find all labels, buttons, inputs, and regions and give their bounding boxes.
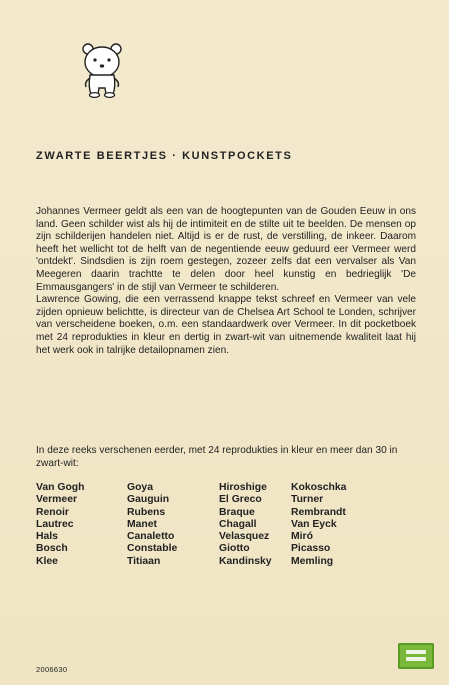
- artist-name: Kokoschka: [291, 482, 347, 493]
- artist-name: Chagall: [219, 518, 257, 530]
- bear-icon: [78, 42, 126, 102]
- price-sticker: [398, 643, 434, 669]
- artist-name: Braque: [219, 506, 255, 518]
- artist-name: Manet: [127, 518, 158, 530]
- artist-list: [36, 482, 381, 568]
- artist-column-1: [36, 482, 127, 568]
- artist-name: Rubens: [127, 506, 166, 518]
- description-paragraph-1: Johannes Vermeer geldt als een van de hoogtepunten van de Gouden Eeuw in ons land. Geen schilder wist als hij de intimiteit en de stilte uit te beelden. De mensen op zijn schilderijen handelen niet. Altijd is er de rust, de verstilling, de inkeer. Daarom heeft het wellicht tot de helft van de negentiende eeuw geduurd eer Vermeer werd 'ontdekt'. Sindsdien is zijn roem gestegen, zozeer zelfs dat een vervalser als Van Meegeren daarin trachtte te delen door heel kunstig en bedrieglijk 'De Emmausgangers' in de stijl van Vermeer te schilderen.: [36, 206, 416, 293]
- artist-name: Goya: [127, 482, 153, 493]
- artist-name: Rembrandt: [291, 506, 346, 518]
- artist-name: Miró: [291, 531, 313, 543]
- artist-name: Giotto: [219, 543, 250, 555]
- artist-name: El Greco: [219, 494, 262, 506]
- artist-name: Picasso: [291, 543, 331, 555]
- artist-name: Renoir: [36, 506, 69, 518]
- artist-name: Constable: [127, 543, 178, 555]
- artist-name: Lautrec: [36, 518, 74, 530]
- artist-name: Bosch: [36, 543, 68, 555]
- artist-name: Gauguin: [127, 494, 170, 506]
- catalog-code: 2006630: [36, 665, 68, 674]
- artist-name: Vermeer: [36, 494, 78, 506]
- description: [36, 206, 416, 357]
- artist-name: Memling: [291, 555, 334, 567]
- sticker-stripe: [406, 657, 426, 661]
- artist-name: Titiaan: [127, 555, 161, 567]
- artist-name: Canaletto: [127, 531, 175, 543]
- artist-column-3: [219, 482, 291, 568]
- artist-name: Van Eyck: [291, 518, 337, 530]
- description-paragraph-2: Lawrence Gowing, die een verrassend knappe tekst schreef en Vermeer van vele zijden opnieuw belichtte, is directeur van de Chelsea Art School te Londen, schrijver van verscheidene boeken, o.m. een standaardwerk over Vermeer. In dit pocketboek met 24 reprodukties in kleur en dertig in zwart-wit van uitnemende kwaliteit laat hij het werk ook in talrijke detailopnamen zien.: [36, 294, 416, 356]
- artist-name: Van Gogh: [36, 482, 85, 493]
- artist-column-2: [127, 482, 219, 568]
- artist-name: Kandinsky: [219, 555, 272, 567]
- artist-name: Hals: [36, 531, 58, 543]
- artist-column-4: [291, 482, 381, 568]
- artist-name: Turner: [291, 494, 324, 506]
- series-title: ZWARTE BEERTJES · KUNSTPOCKETS: [36, 150, 293, 162]
- sticker-stripe: [406, 650, 426, 654]
- artist-name: Hiroshige: [219, 482, 267, 493]
- artist-name: Velasquez: [219, 531, 270, 543]
- artist-name: Klee: [36, 555, 58, 567]
- series-list-intro: In deze reeks verschenen eerder, met 24 reprodukties in kleur en meer dan 30 in zwart-wit:: [36, 445, 398, 469]
